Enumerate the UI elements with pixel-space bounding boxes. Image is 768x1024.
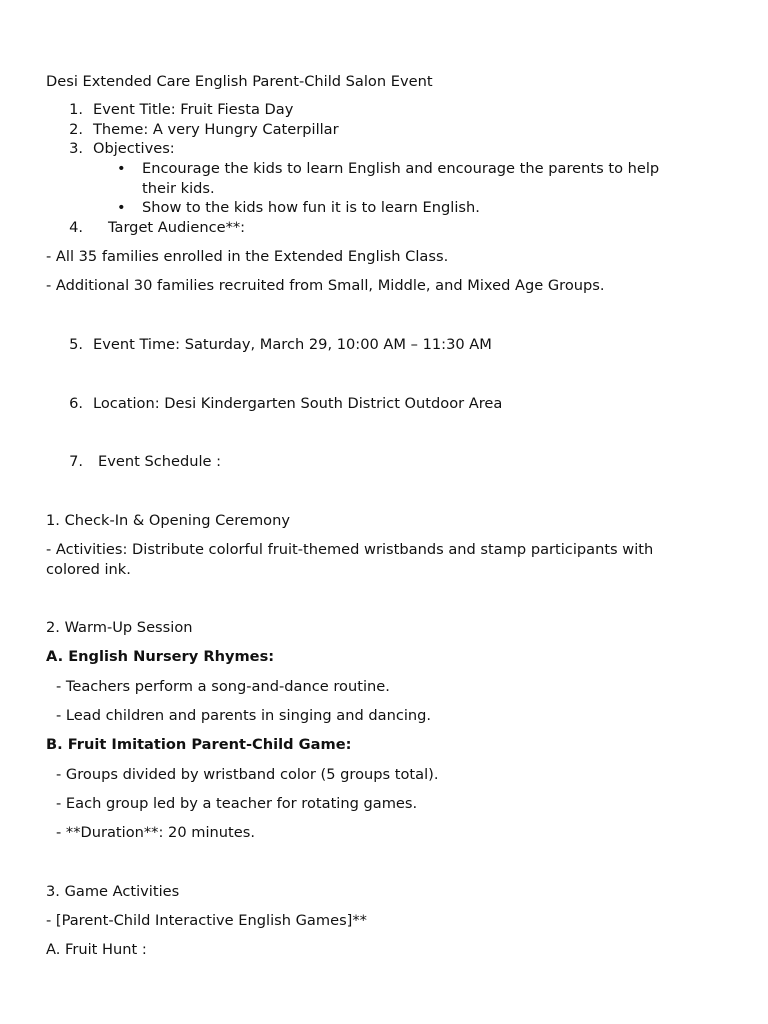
list-text: Target Audience**: xyxy=(108,219,246,236)
subsection-heading: A. English Nursery Rhymes: xyxy=(46,648,275,665)
bullet-icon: • xyxy=(117,160,126,177)
list-text: Event Time: Saturday, March 29, 10:00 AM – 11:30 AM xyxy=(93,336,492,353)
schedule-line: - [Parent-Child Interactive English Games]** xyxy=(46,912,367,929)
bullet-text: Encourage the kids to learn English and encourage the parents to help xyxy=(142,160,660,177)
list-number: 3. xyxy=(69,140,83,157)
schedule-line: - Teachers perform a song-and-dance routine. xyxy=(56,678,390,695)
bullet-text-continued: their kids. xyxy=(142,180,215,197)
list-text: Theme: A very Hungry Caterpillar xyxy=(93,121,339,138)
list-number: 5. xyxy=(69,336,83,353)
subsection-heading: B. Fruit Imitation Parent-Child Game: xyxy=(46,736,352,753)
audience-line: - Additional 30 families recruited from Small, Middle, and Mixed Age Groups. xyxy=(46,277,605,294)
bullet-icon: • xyxy=(117,199,126,216)
schedule-line: colored ink. xyxy=(46,561,131,578)
schedule-line: - Lead children and parents in singing and dancing. xyxy=(56,707,432,724)
list-text: Event Schedule : xyxy=(98,453,222,470)
list-text: Location: Desi Kindergarten South District Outdoor Area xyxy=(93,395,503,412)
schedule-line: - **Duration**: 20 minutes. xyxy=(56,824,255,841)
list-number: 4. xyxy=(69,219,83,236)
schedule-heading: 1. Check-In & Opening Ceremony xyxy=(46,512,290,529)
list-text: Objectives: xyxy=(93,140,175,157)
document-title: Desi Extended Care English Parent-Child Salon Event xyxy=(46,73,433,90)
bullet-text: Show to the kids how fun it is to learn English. xyxy=(142,199,480,216)
schedule-heading: 3. Game Activities xyxy=(46,883,180,900)
schedule-heading: 2. Warm-Up Session xyxy=(46,619,193,636)
list-number: 1. xyxy=(69,101,83,118)
audience-line: - All 35 families enrolled in the Extended English Class. xyxy=(46,248,449,265)
schedule-line: - Groups divided by wristband color (5 groups total). xyxy=(56,766,439,783)
schedule-line: A. Fruit Hunt : xyxy=(46,941,147,958)
list-number: 7. xyxy=(69,453,83,470)
list-number: 2. xyxy=(69,121,83,138)
list-number: 6. xyxy=(69,395,83,412)
schedule-line: - Each group led by a teacher for rotating games. xyxy=(56,795,418,812)
list-text: Event Title: Fruit Fiesta Day xyxy=(93,101,294,118)
schedule-line: - Activities: Distribute colorful fruit-themed wristbands and stamp participants with xyxy=(46,541,654,558)
